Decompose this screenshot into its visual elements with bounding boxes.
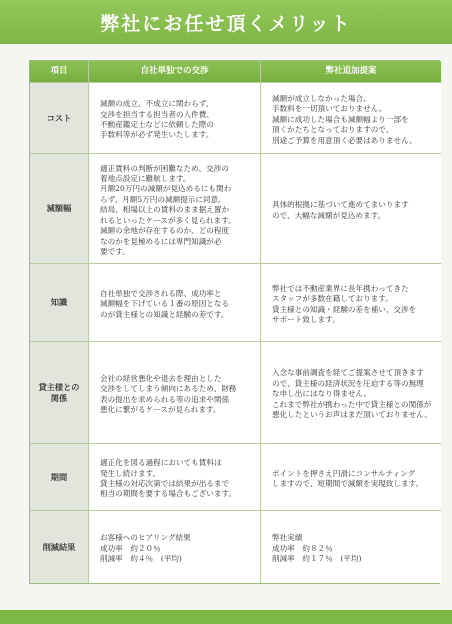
ours-results-text: 弊社実績 成功率 約８２％ 削減率 約１７％ (平均) — [272, 533, 362, 564]
row-label-knowledge: 知識 — [30, 264, 89, 342]
ours-relationship-cell — [261, 342, 441, 444]
self-knowledge-cell — [89, 264, 261, 342]
self-knowledge-text: 自社単独で交渉される際、成功率と 減額幅を下げている１番の原因となる のが貸主様との知識と経験の差です。 — [100, 288, 230, 319]
self-results-text: お客様へのヒアリング結果 成功率 約２０％ 削減率 約４％ (平均) — [100, 533, 191, 564]
self-period-text: 適正化を図る過程においても賃料は 発生し続けます。 貸主様の対応次第では結果が出るまで 相当の期間を要する場合もございます。 — [100, 458, 237, 499]
self-period-cell — [89, 444, 261, 511]
ours-period-text: ポイントを押さえ円滑にコンサルティング しますので、短期間で減額を実現致します。 — [272, 468, 424, 488]
self-relationship-cell — [89, 342, 261, 444]
row-label-reduction: 減額幅 — [30, 154, 89, 264]
page-title: 弊社にお任せ頂くメリット — [100, 12, 352, 35]
header-our-proposal: 弊社追加提案 — [261, 61, 441, 83]
row-label-period: 期間 — [30, 444, 89, 511]
row-label-cost: コスト — [30, 83, 89, 154]
ours-period-cell — [261, 444, 441, 511]
row-label-results: 削減結果 — [30, 511, 89, 583]
ours-reduction-text: 具体的根拠に基づいて進めてまいります ので、大幅な減額が見込めます。 — [272, 200, 409, 220]
ours-reduction-cell — [261, 154, 441, 264]
self-relationship-text: 会社の経営悪化や退去を理由とした 交渉をしてしまう傾向にあるため、財務 表の提出を求められる等の追求や関係 悪化に繋がるケースが見られます。 — [100, 373, 237, 414]
self-results-cell — [89, 511, 261, 583]
title-banner — [0, 0, 452, 44]
ours-results-cell — [261, 511, 441, 583]
ours-cost-cell — [261, 83, 441, 154]
row-label-relationship: 貸主様との 関係 — [30, 342, 89, 444]
header-self-negotiation: 自社単独での交渉 — [89, 61, 261, 83]
self-cost-text: 減額の成立、不成立に関わらず、 交渉を担当する担当者の人件費、 不動産鑑定士などに依頼した際の 手数料等が必ず発生いたします。 — [100, 99, 214, 140]
ours-cost-text: 減額が成立しなかった場合、 手数料を一切頂いておりません。 減額に成功した場合も減額幅より一部を 頂くかたちとなっておりますので、 別途ご予算を用意頂く必要はありません。 — [272, 93, 417, 145]
self-reduction-text: 適正賃料の判断が困難なため、交渉の 着地点設定に難航します。 月額20万円の減額が見込めるにも関わ らず、月額5万円の減額提示に同意。 結局、相場以上の賃料のまま据え置か れるといったケースが多く見られます。 減額の余地が存在するのか、どの程度 なのかを見極めるには専門知識が必 要です。 — [100, 163, 236, 256]
ours-knowledge-cell — [261, 264, 441, 342]
self-cost-cell — [89, 83, 261, 154]
header-item: 項目 — [30, 61, 89, 83]
ours-relationship-text: 入念な事前調査を経てご提案させて頂きます ので、貸主様の経済状況を圧迫する等の無理 な申し出にはなり得ません。 これまで弊社が携わった中で貸主様との関係が 悪化したというお声はまだ頂いておりません。 — [272, 368, 432, 420]
bottom-bar — [0, 610, 452, 624]
ours-knowledge-text: 弊社では不動産業界に長年携わってきた スタッフが多数在籍しております。 貸主様との知識・経験の差を補い、交渉を サポート致します。 — [272, 283, 417, 324]
comparison-table — [29, 60, 440, 584]
self-reduction-cell — [89, 154, 261, 264]
